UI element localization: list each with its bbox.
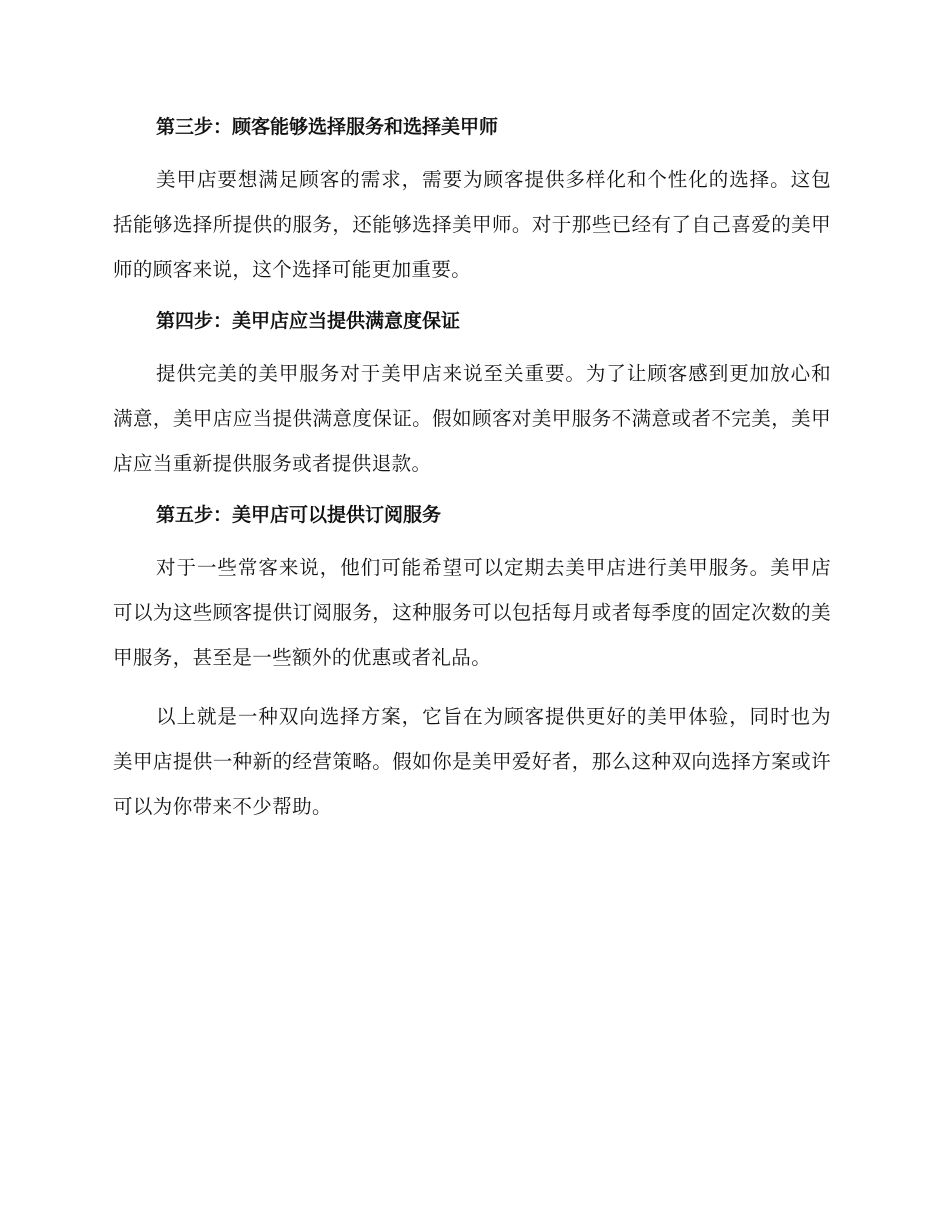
document-body [113, 112, 831, 829]
section-paragraph-step-3: 美甲店要想满足顾客的需求，需要为顾客提供多样化和个性化的选择。这包括能够选择所提供的服务，还能够选择美甲师。对于那些已经有了自己喜爱的美甲师的顾客来说，这个选择可能更加重要。 [113, 168, 831, 281]
section-paragraph-step-5: 对于一些常客来说，他们可能希望可以定期去美甲店进行美甲服务。美甲店可以为这些顾客提供订阅服务，这种服务可以包括每月或者每季度的固定次数的美甲服务，甚至是一些额外的优惠或者礼品。 [113, 556, 831, 669]
conclusion-paragraph: 以上就是一种双向选择方案，它旨在为顾客提供更好的美甲体验，同时也为美甲店提供一种新的经营策略。假如你是美甲爱好者，那么这种双向选择方案或许可以为你带来不少帮助。 [113, 705, 831, 818]
section-paragraph-step-4: 提供完美的美甲服务对于美甲店来说至关重要。为了让顾客感到更加放心和满意，美甲店应当提供满意度保证。假如顾客对美甲服务不满意或者不完美，美甲店应当重新提供服务或者提供退款。 [113, 362, 831, 475]
section-heading-step-4: 第四步：美甲店应当提供满意度保证 [156, 310, 461, 332]
section-heading-step-5: 第五步：美甲店可以提供订阅服务 [156, 504, 442, 526]
section-heading-step-3: 第三步：顾客能够选择服务和选择美甲师 [156, 116, 499, 138]
